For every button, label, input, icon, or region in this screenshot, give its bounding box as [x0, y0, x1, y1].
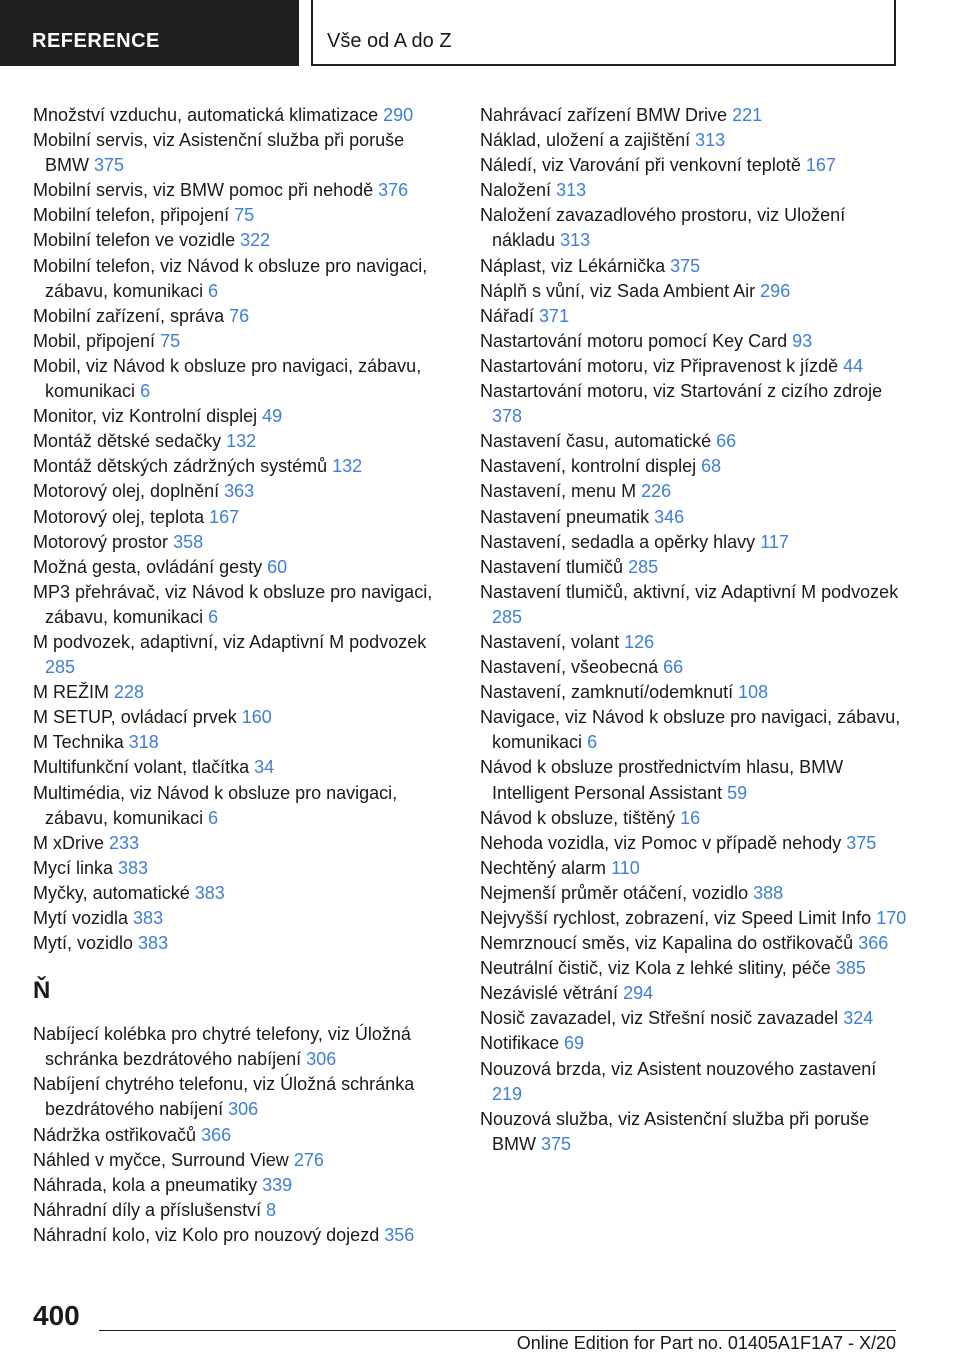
- index-entry: [33, 1123, 453, 1148]
- page-link[interactable]: 285: [628, 556, 659, 577]
- index-entry: [33, 304, 453, 329]
- page-link[interactable]: 69: [564, 1033, 585, 1054]
- index-entry: [33, 1173, 453, 1198]
- entry-text: Nastavení, volant: [480, 631, 620, 652]
- entry-text: Nejvyšší rychlost, zobrazení, viz Speed Limit Info: [480, 908, 872, 928]
- page-link[interactable]: 290: [383, 105, 414, 125]
- index-entry: [33, 555, 453, 580]
- page-link[interactable]: 170: [876, 908, 907, 928]
- index-entry: [480, 103, 910, 128]
- index-entry: [480, 1006, 910, 1031]
- entry-text: M Technika: [33, 732, 124, 753]
- index-entry: [480, 429, 910, 454]
- entry-text: Mobilní telefon, připojení: [33, 205, 230, 226]
- index-entry: [480, 705, 910, 755]
- entry-text: Nastavení tlumičů, aktivní, viz Adaptivní M podvozek: [480, 581, 899, 602]
- page-link[interactable]: 363: [224, 481, 255, 502]
- index-entry: [33, 831, 453, 856]
- entry-text: Náledí, viz Varování při venkovní teplotě: [480, 155, 801, 176]
- index-entry: [33, 128, 453, 178]
- entry-text: Mobil, připojení: [33, 330, 156, 351]
- page-link[interactable]: 383: [194, 882, 225, 903]
- index-entry: [480, 856, 910, 881]
- entry-text: Nastartování motoru pomocí Key Card: [480, 330, 788, 351]
- entry-text: Nemrznoucí směs, viz Kapalina do ostřikovačů: [480, 933, 854, 954]
- page-link[interactable]: 383: [133, 908, 164, 928]
- index-entry: [33, 781, 453, 831]
- page-link[interactable]: 93: [792, 330, 813, 351]
- page-link[interactable]: 44: [843, 355, 864, 376]
- entry-text: Náplast, viz Lékárnička: [480, 255, 666, 276]
- entry-text: Nastavení, sedadla a opěrky hlavy: [480, 531, 756, 552]
- page-link[interactable]: 160: [241, 707, 272, 728]
- entry-text: Nádržka ostřikovačů: [33, 1124, 197, 1145]
- entry-text: Navigace, viz Návod k obsluze pro navigaci, zábavu, komunikaci: [480, 707, 901, 753]
- index-entry: [33, 1022, 453, 1072]
- index-entry: [33, 881, 453, 906]
- index-entry: [480, 630, 910, 655]
- index-entry: [480, 304, 910, 329]
- entry-text: Nastavení, menu M: [480, 481, 637, 502]
- index-entry: [480, 931, 910, 956]
- entry-text: Možná gesta, ovládání gesty: [33, 556, 263, 577]
- page-link[interactable]: 285: [492, 606, 523, 627]
- page-link[interactable]: 306: [228, 1099, 259, 1120]
- entry-text: M REŽIM: [33, 682, 109, 703]
- index-entry: [33, 203, 453, 228]
- page-link[interactable]: 313: [556, 180, 587, 201]
- page-link[interactable]: 375: [846, 832, 877, 853]
- page-link[interactable]: 126: [624, 631, 655, 652]
- page-link[interactable]: 226: [641, 481, 672, 502]
- page-link[interactable]: 76: [229, 305, 250, 326]
- entry-text: Monitor, viz Kontrolní displej: [33, 406, 258, 427]
- index-entry: [480, 454, 910, 479]
- index-entry: [480, 128, 910, 153]
- index-entry: [33, 730, 453, 755]
- entry-text: Naložení zavazadlového prostoru, viz Uložení nákladu: [480, 205, 846, 251]
- page-link[interactable]: 383: [138, 933, 169, 954]
- footer-divider: [99, 1330, 896, 1331]
- entry-text: Náhradní kolo, viz Kolo pro nouzový dojezd: [33, 1224, 380, 1245]
- page-header: [0, 0, 960, 66]
- page-link[interactable]: 34: [254, 757, 275, 778]
- entry-text: Nosič zavazadel, viz Střešní nosič zavazadel: [480, 1008, 839, 1029]
- entry-text: Naložení: [480, 180, 552, 201]
- index-entry: [480, 555, 910, 580]
- page-link[interactable]: 371: [539, 305, 570, 326]
- page-link[interactable]: 75: [234, 205, 255, 226]
- entry-text: Náhled v myčce, Surround View: [33, 1149, 289, 1170]
- page-link[interactable]: 366: [201, 1124, 232, 1145]
- index-entry: [480, 329, 910, 354]
- page-link[interactable]: 306: [306, 1049, 337, 1070]
- page-link[interactable]: 16: [680, 807, 701, 828]
- entry-text: Motorový olej, doplnění: [33, 481, 220, 502]
- index-entry: [480, 153, 910, 178]
- page-link[interactable]: 132: [332, 456, 363, 477]
- page-number: 400: [33, 1300, 80, 1331]
- page-link[interactable]: 221: [732, 105, 763, 125]
- page-link[interactable]: 66: [663, 657, 684, 678]
- page-link[interactable]: 285: [45, 657, 76, 678]
- entry-text: Mobil, viz Návod k obsluze pro navigaci, zábavu, komunikaci: [33, 355, 422, 402]
- page-link[interactable]: 6: [140, 381, 151, 402]
- index-column-left: [33, 103, 453, 1248]
- entry-text: Mobilní servis, viz BMW pomoc při nehodě: [33, 180, 374, 201]
- index-entry: [33, 404, 453, 429]
- entry-text: Mobilní zařízení, správa: [33, 305, 225, 326]
- page-link[interactable]: 294: [623, 983, 654, 1004]
- entry-text: Návod k obsluze, tištěný: [480, 807, 676, 828]
- entry-text: Nastavení, kontrolní displej: [480, 456, 697, 477]
- index-entry: [480, 530, 910, 555]
- entry-text: Množství vzduchu, automatická klimatizace: [33, 105, 379, 125]
- page-link[interactable]: 60: [267, 556, 288, 577]
- entry-text: Mytí, vozidlo: [33, 933, 134, 954]
- entry-text: Náplň s vůní, viz Sada Ambient Air: [480, 280, 756, 301]
- page-link[interactable]: 318: [128, 732, 159, 753]
- index-entry: [33, 1072, 453, 1122]
- page-link[interactable]: 132: [226, 431, 257, 452]
- index-entry: [480, 881, 910, 906]
- index-entry: [480, 479, 910, 504]
- page-link[interactable]: 110: [611, 857, 640, 878]
- page-link[interactable]: 378: [492, 406, 523, 427]
- index-entry: [33, 856, 453, 881]
- index-entry: [480, 906, 910, 931]
- index-entry: [480, 254, 910, 279]
- entry-text: Myčky, automatické: [33, 882, 190, 903]
- page-link[interactable]: 375: [670, 255, 701, 276]
- entry-text: Nastavení času, automatické: [480, 431, 712, 452]
- entry-text: MP3 přehrávač, viz Návod k obsluze pro navigaci, zábavu, komunikaci: [33, 581, 433, 627]
- index-entry: [33, 329, 453, 354]
- index-column-right: [480, 103, 910, 1157]
- entry-text: Multimédia, viz Návod k obsluze pro navigaci, zábavu, komunikaci: [33, 782, 398, 828]
- entry-text: Nastavení, zamknutí/odemknutí: [480, 682, 734, 703]
- section-tab: REFERENCE: [0, 0, 299, 66]
- entry-text: Nehoda vozidla, viz Pomoc v případě nehody: [480, 832, 842, 853]
- entry-text: Motorový prostor: [33, 531, 169, 552]
- page-link[interactable]: 167: [805, 155, 836, 176]
- index-entry: [33, 1223, 453, 1248]
- index-entry: [33, 755, 453, 780]
- index-entry: [480, 1031, 910, 1056]
- entry-text: Náhradní díly a příslušenství: [33, 1199, 262, 1220]
- page-link[interactable]: 49: [262, 406, 283, 427]
- index-list: [480, 103, 910, 1157]
- page-link[interactable]: 385: [835, 958, 866, 979]
- page-link[interactable]: 75: [160, 330, 181, 351]
- page-link[interactable]: 388: [753, 882, 784, 903]
- index-entry: [33, 505, 453, 530]
- page-link[interactable]: 339: [262, 1174, 293, 1195]
- page-link[interactable]: 6: [208, 280, 219, 301]
- index-entry: [480, 981, 910, 1006]
- index-entry: [33, 354, 453, 404]
- index-entry: [33, 429, 453, 454]
- index-entry: [480, 580, 910, 630]
- page-link[interactable]: 167: [209, 506, 240, 527]
- entry-text: Náhrada, kola a pneumatiky: [33, 1174, 258, 1195]
- index-entry: [480, 203, 910, 253]
- entry-text: M xDrive: [33, 832, 104, 853]
- index-entry: [33, 1148, 453, 1173]
- letter-heading: Ň: [33, 977, 51, 1005]
- page-link[interactable]: 375: [94, 155, 125, 176]
- entry-text: Nouzová služba, viz Asistenční služba při poruše BMW: [480, 1108, 870, 1154]
- footer-edition: Online Edition for Part no. 01405A1F1A7 - X/20: [516, 1333, 896, 1353]
- index-entry: [33, 906, 453, 931]
- index-entry: [480, 655, 910, 680]
- index-list: [33, 103, 453, 956]
- page-link[interactable]: 6: [208, 807, 219, 828]
- page-link[interactable]: 68: [701, 456, 722, 477]
- page-link[interactable]: 356: [384, 1224, 415, 1245]
- index-entry: [33, 228, 453, 253]
- page-link[interactable]: 108: [738, 682, 769, 703]
- entry-text: Nechtěný alarm: [480, 857, 607, 878]
- index-entry: [480, 755, 910, 805]
- page-link[interactable]: 376: [378, 180, 409, 201]
- page-link[interactable]: 324: [843, 1008, 874, 1029]
- entry-text: Notifikace: [480, 1033, 560, 1054]
- header-title: Vše od A do Z: [311, 0, 896, 66]
- entry-text: Nabíjecí kolébka pro chytré telefony, viz Úložná schránka bezdrátového nabíjení: [33, 1024, 411, 1070]
- index-entry: [33, 178, 453, 203]
- index-entry: [33, 1198, 453, 1223]
- entry-text: Náklad, uložení a zajištění: [480, 130, 691, 151]
- index-entry: [33, 103, 453, 128]
- page-link[interactable]: 313: [695, 130, 726, 151]
- page-link[interactable]: 6: [587, 732, 598, 753]
- index-entry: [480, 806, 910, 831]
- entry-text: Nejmenší průměr otáčení, vozidlo: [480, 882, 749, 903]
- entry-text: Motorový olej, teplota: [33, 506, 205, 527]
- index-entry: [480, 1057, 910, 1107]
- index-entry: [480, 354, 910, 379]
- entry-text: Nabíjení chytrého telefonu, viz Úložná schránka bezdrátového nabíjení: [33, 1074, 415, 1120]
- entry-text: Nářadí: [480, 305, 535, 326]
- index-entry: [480, 505, 910, 530]
- entry-text: Nastavení pneumatik: [480, 506, 650, 527]
- entry-text: Nahrávací zařízení BMW Drive: [480, 105, 728, 125]
- index-entry: [33, 630, 453, 680]
- entry-text: Mycí linka: [33, 857, 114, 878]
- entry-text: Multifunkční volant, tlačítka: [33, 757, 250, 778]
- index-list: [33, 1022, 453, 1248]
- entry-text: Montáž dětských zádržných systémů: [33, 456, 328, 477]
- entry-text: Nezávislé větrání: [480, 983, 619, 1004]
- page-link[interactable]: 219: [492, 1083, 523, 1104]
- index-entry: [33, 705, 453, 730]
- index-entry: [480, 178, 910, 203]
- page-link[interactable]: 228: [114, 682, 145, 703]
- index-entry: [33, 479, 453, 504]
- page-link[interactable]: 358: [173, 531, 204, 552]
- index-entry: [480, 956, 910, 981]
- entry-text: Nastavení tlumičů: [480, 556, 624, 577]
- index-entry: [480, 831, 910, 856]
- page-link[interactable]: 6: [208, 606, 219, 627]
- page-link[interactable]: 346: [654, 506, 685, 527]
- page-link[interactable]: 66: [716, 431, 737, 452]
- page-link[interactable]: 383: [118, 857, 149, 878]
- index-entry: [33, 454, 453, 479]
- index-entry: [480, 680, 910, 705]
- page-link[interactable]: 296: [760, 280, 791, 301]
- index-entry: [33, 680, 453, 705]
- entry-text: Neutrální čistič, viz Kola z lehké slitiny, péče: [480, 958, 831, 979]
- page-link[interactable]: 375: [541, 1133, 572, 1154]
- index-entry: [33, 530, 453, 555]
- page-link[interactable]: 233: [109, 832, 140, 853]
- entry-text: Návod k obsluze prostřednictvím hlasu, BMW Intelligent Personal Assistant: [480, 757, 844, 803]
- index-entry: [33, 254, 453, 304]
- entry-text: M podvozek, adaptivní, viz Adaptivní M podvozek: [33, 631, 427, 652]
- page-link[interactable]: 8: [266, 1199, 277, 1220]
- entry-text: Mobilní telefon ve vozidle: [33, 230, 236, 251]
- page-link[interactable]: 117: [760, 531, 789, 552]
- index-entry: [480, 279, 910, 304]
- entry-text: Nastavení, všeobecná: [480, 657, 659, 678]
- entry-text: Nastartování motoru, viz Připravenost k jízdě: [480, 355, 839, 376]
- index-entry: [33, 580, 453, 630]
- index-entry: [33, 931, 453, 956]
- entry-text: Nouzová brzda, viz Asistent nouzového zastavení: [480, 1058, 877, 1079]
- entry-text: M SETUP, ovládací prvek: [33, 707, 237, 728]
- index-entry: [480, 379, 910, 429]
- page-link[interactable]: 59: [727, 782, 748, 803]
- entry-text: Mobilní servis, viz Asistenční služba při poruše BMW: [33, 130, 405, 176]
- page-link[interactable]: 276: [293, 1149, 324, 1170]
- entry-text: Mytí vozidla: [33, 908, 129, 928]
- entry-text: Nastartování motoru, viz Startování z cizího zdroje: [480, 381, 883, 402]
- index-entry: [480, 1107, 910, 1157]
- page-link[interactable]: 322: [240, 230, 271, 251]
- entry-text: Montáž dětské sedačky: [33, 431, 222, 452]
- page-link[interactable]: 313: [560, 230, 591, 251]
- page-link[interactable]: 366: [858, 933, 889, 954]
- entry-text: Mobilní telefon, viz Návod k obsluze pro navigaci, zábavu, komunikaci: [33, 255, 428, 301]
